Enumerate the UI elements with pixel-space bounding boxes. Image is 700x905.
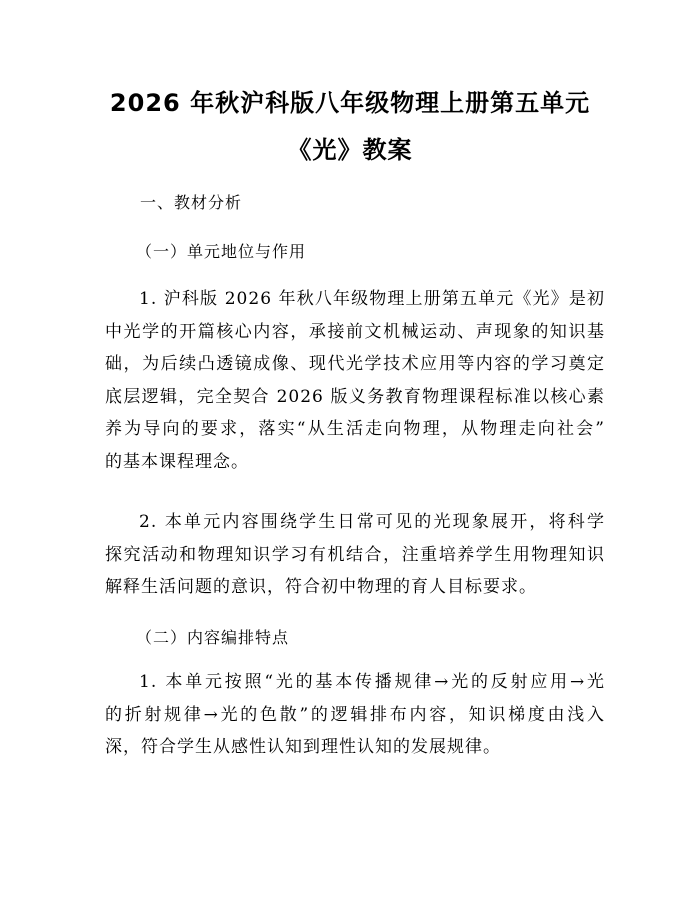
paragraph-line: 底层逻辑，完全契合 2026 版义务教育物理课程标准以核心素 (105, 386, 605, 407)
paragraph-line: 1. 沪科版 2026 年秋八年级物理上册第五单元《光》是初 (139, 289, 605, 309)
paragraph-line: 养为导向的要求，落实“从生活走向物理，从物理走向社会” (105, 419, 605, 440)
paragraph-line: 探究活动和物理知识学习有机结合，注重培养学生用物理知识 (105, 544, 605, 565)
paragraph-line: 2. 本单元内容围绕学生日常可见的光现象展开，将科学 (139, 512, 605, 532)
paragraph-line: 深，符合学生从感性认知到理性认知的发展规律。 (105, 737, 501, 758)
paragraph-line: 中光学的开篇核心内容，承接前文机械运动、声现象的知识基 (105, 321, 605, 342)
paragraph-line: 的折射规律→光的色散”的逻辑排布内容，知识梯度由浅入 (105, 704, 605, 725)
paragraph-unit-role (105, 283, 605, 479)
document-title-line-1: 2026 年秋沪科版八年级物理上册第五单元 (109, 89, 591, 117)
subsection-heading-content-arrangement: （二）内容编排特点 (136, 628, 290, 647)
paragraph-unit-content (105, 506, 605, 604)
section-heading-textbook-analysis: 一、教材分析 (140, 193, 243, 212)
paragraph-line: 础，为后续凸透镜成像、现代光学技术应用等内容的学习奠定 (105, 354, 605, 375)
subsection-heading-unit-role: （一）单元地位与作用 (136, 242, 307, 261)
paragraph-line: 1. 本单元按照“光的基本传播规律→光的反射应用→光 (139, 672, 605, 692)
paragraph-line: 的基本课程理念。 (105, 451, 249, 472)
document-title-line-2: 《光》教案 (287, 136, 413, 164)
paragraph-line: 解释生活问题的意识，符合初中物理的育人目标要求。 (105, 577, 537, 598)
paragraph-content-arrangement (105, 666, 605, 764)
